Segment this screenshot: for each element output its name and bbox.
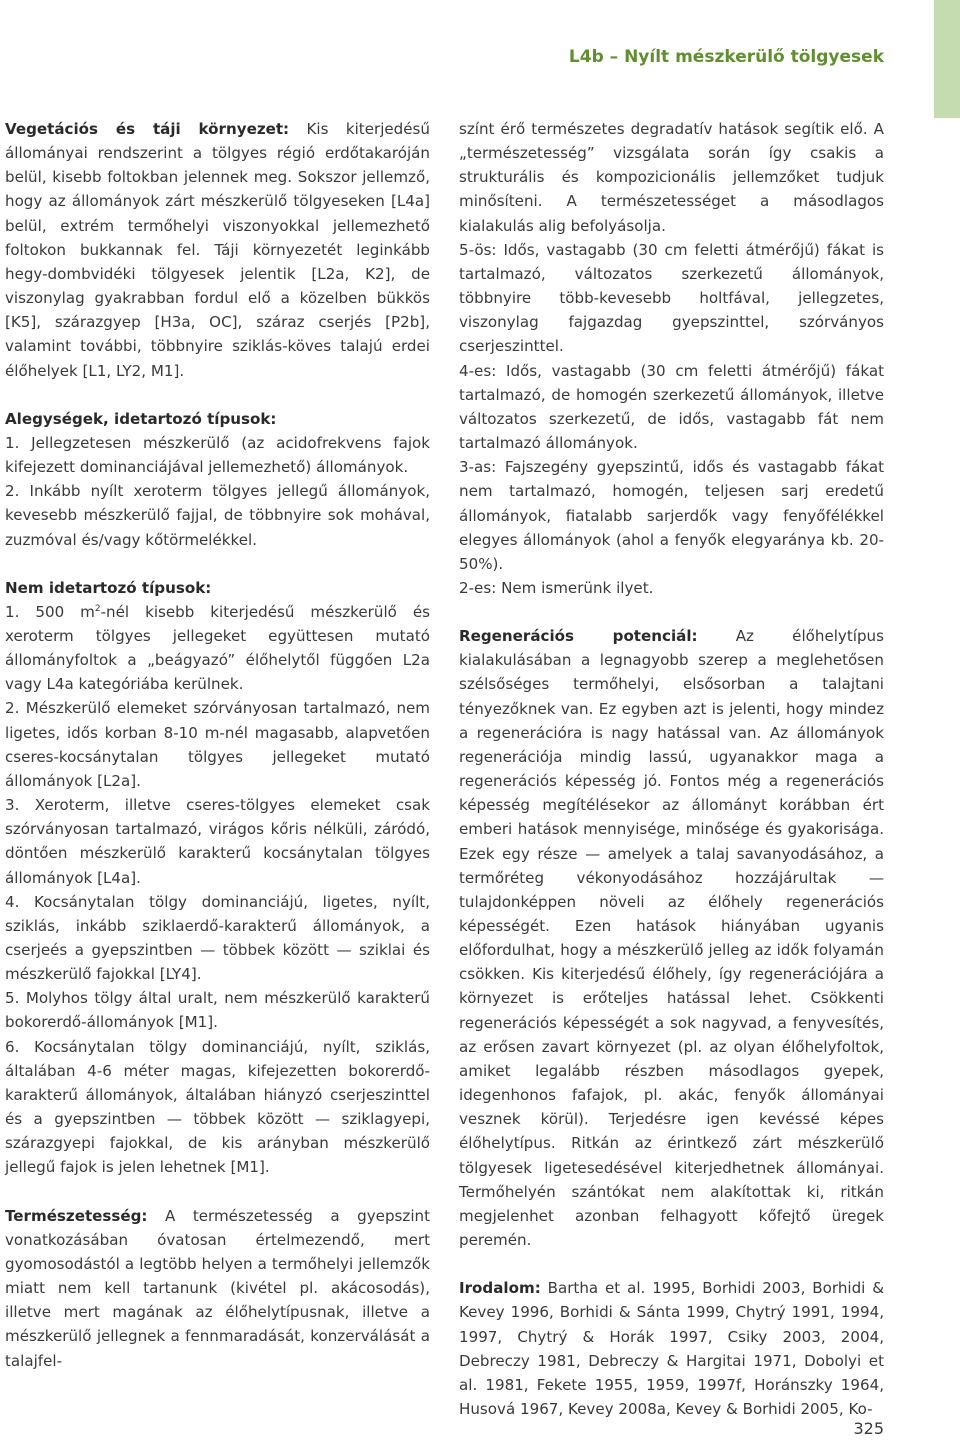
label-vegetation: Vegetációs és táji környezet: — [5, 120, 290, 138]
text-vegetation: Kis kiterjedésű állományai rendszerint a tölgyes régió erdőtakaróján belül, kisebb foltokban jelennek meg. Sokszor jellemző, hogy az állományok zárt mészkerülő tölgyeseken [L4a] belül, extrém termőhelyi viszonyokkal jellemezhető foltokon bukkannak fel. Táji környezetét leginkább hegy-dombvidéki tölgyesek jelentik [L2a, K2], de viszonylag gyakrabban fordul elő a közelben bükkös [K5], szárazgyep [H3a, OC], száraz cserjés [P2b], valamint további, többnyire sziklás-köves talajú erdei élőhelyek [L1, LY2, M1]. — [5, 120, 430, 380]
grade-5: 5-ös: Idős, vastagabb (30 cm feletti átmérőjű) fákat is tartalmazó, változatos szerkezetű állományok, többnyire több-kevesebb holtfával, jellegzetes, viszonylag fajgazdag gyepszinttel, szórványos cserjeszinttel. — [459, 240, 884, 356]
excluded-1-post: -nél kisebb kiterjedésű mészkerülő és xeroterm tölgyes jellegeket együttesen mutató állományfoltok a „beágyazó” élőhelytől függően L2a vagy L4a kategóriába kerülnek. — [5, 602, 430, 694]
label-literature: Irodalom: — [459, 1279, 541, 1298]
paragraph-regeneration — [459, 624, 884, 1252]
list-item-excluded-1 — [5, 600, 430, 697]
text-naturalness: A természetesség a gyepszint vonatkozásában óvatosan értelmezendő, mert gyomosodástól a legtöbb helyen a termőhelyi jellemzők miatt nem kell tartanunk (kivétel pl. akácosodás), illetve mert magának az élőhelytípusnak, illetve a mészkerülő jellegnek a fennmaradását, konzerválását a talajfel- — [5, 1206, 430, 1370]
list-item-subunit-1: 1. Jellegzetesen mészkerülő (az acidofrekvens fajok kifejezett dominanciájával jellemezhető) állományok. — [5, 433, 430, 477]
grade-3: 3-as: Fajszegény gyepszintű, idős és vastagabb fákat nem tartalmazó, homogén, teljesen sarj eredetű állományok, fiatalabb sarjerdők vagy fenyőfélékkel elegyes állományok (ahol a fenyők elegyaránya kb. 20-50%). — [459, 458, 884, 573]
label-regeneration: Regenerációs potenciál: — [459, 627, 698, 646]
list-item-excluded-5: 5. Molyhos tölgy által uralt, nem mészkerülő karakterű bokorerdő-állományok [M1]. — [5, 989, 430, 1032]
running-title: L4b – Nyílt mészkerülő tölgyesek — [568, 47, 884, 67]
heading-excluded: Nem idetartozó típusok: — [5, 578, 212, 597]
left-column — [5, 117, 430, 1373]
paragraph-naturalness-cont: színt érő természetes degradatív hatások segítik elő. A „természetesség” vizsgálata során így csakis a strukturális és kompozicionális jellemzőket tudjuk minősíteni. A természetességet a másodlagos kialakulás alig befolyásolja. — [459, 120, 884, 235]
excluded-1-sup: 2 — [94, 603, 101, 614]
list-item-excluded-6: 6. Kocsánytalan tölgy dominanciájú, nyílt, sziklás, általában 4-6 méter magas, kifejezetten bokorerdő-karakterű állományok, általában hiányzó cserjeszinttel és a gyepszintben — többek között — sziklagyepi, szárazgyepi fajokkal, de kis arányban mészkerülő jellegű fajok is jelen lehetnek [M1]. — [5, 1037, 430, 1177]
grade-4: 4-es: Idős, vastagabb (30 cm feletti átmérőjű) fákat tartalmazó, de homogén szerkezetű állományok, illetve változatos szerkezetű, de idős, vastagabb fát nem tartalmazó állományok. — [459, 361, 884, 453]
page-number: 325 — [853, 1419, 884, 1438]
paragraph-literature — [459, 1276, 884, 1421]
paragraph-naturalness — [5, 1204, 430, 1373]
text-regeneration: Az élőhelytípus kialakulásában a legnagyobb szerep a meglehetősen szélsőséges termőhelyi, elsősorban a talajtani tényezőknek van. Ez egyben azt is jelenti, hogy mindez a regenerációra is nagy hatással van. Az állományok regenerációja mindig lassú, ugyanakkor maga a regenerációs képesség jó. Fontos még a regenerációs képesség megítélésekor az állományt korábban ért emberi hatások mennyisége, minősége és gyakorisága. Ezek egy része — amelyek a talaj savanyodásához, a termőréteg vékonyodásához hozzájárultak — tulajdonképpen növeli az élőhely regenerációs képességét. Ezen hatások hiányában ugyanis előfordulhat, hogy a mészkerülő jelleg az idők folyamán csökken. Kis kiterjedésű élőhely, így regenerációjára a környezet is erőteljes hatással lehet. Csökkenti regenerációs képességét a sok nagyvad, a fenyvesítés, az erősen zavart környezet (pl. az olyan élőhelyfoltok, amiket legalább részben másodlagos gyepek, idegenhonos fafajok, pl. akác, fenyők állományai vesznek körül). Terjedésre igen kevéssé képes élőhelytípus. Ritkán az érintkező zárt mészkerülő tölgyesek ligetesedésével kiterjedhetnek állományai. Termőhelyén szántókat nem alakítottak ki, ritkán megjelenhet azonban felhagyott kőfejtő üregek peremén. — [459, 627, 884, 1250]
label-naturalness: Természetesség: — [5, 1206, 148, 1225]
excluded-1-pre: 1. 500 m — [5, 602, 95, 621]
text-literature: Bartha et al. 1995, Borhidi 2003, Borhidi & Kevey 1996, Borhidi & Sánta 1999, Chytrý 1991, 1994, 1997, Chytrý & Horák 1997, Csiky 2003, 2004, Debreczy 1981, Debreczy & Hargitai 1971, Dobolyi et al. 1981, Fekete 1955, 1959, 1997f, Horánszky 1964, Husová 1967, Kevey 2008a, Kevey & Borhidi 2005, Ko- — [459, 1279, 884, 1418]
paragraph-vegetation — [5, 117, 430, 383]
grade-2: 2-es: Nem ismerünk ilyet. — [459, 578, 654, 597]
list-item-excluded-3: 3. Xeroterm, illetve cseres-tölgyes elemeket csak szórványosan tartalmazó, virágos kőris nélküli, záródó, döntően mészkerülő karakterű kocsánytalan tölgyes állományok [L4a]. — [5, 796, 430, 887]
right-column — [459, 117, 884, 1421]
list-item-subunit-2: 2. Inkább nyílt xeroterm tölgyes jellegű állományok, kevesebb mészkerülő fajjal, de többnyire sok mohával, zuzmóval és/vagy kőtörmelékkel. — [5, 482, 430, 549]
list-item-excluded-4: 4. Kocsánytalan tölgy dominanciájú, ligetes, nyílt, sziklás, inkább sziklaerdő-karakterű állományok, a cserjeés a gyepszintben — többek között — sziklai és mészkerülő fajokkal [LY4]. — [5, 892, 430, 984]
heading-subunits: Alegységek, idetartozó típusok: — [5, 409, 277, 428]
list-item-excluded-2: 2. Mészkerülő elemeket szórványosan tartalmazó, nem ligetes, idős korban 8-10 m-nél magasabb, alapvetően cseres-kocsánytalan tölgyes jellegeket mutató állományok [L2a]. — [5, 699, 430, 790]
chapter-tab-bar — [934, 0, 960, 118]
